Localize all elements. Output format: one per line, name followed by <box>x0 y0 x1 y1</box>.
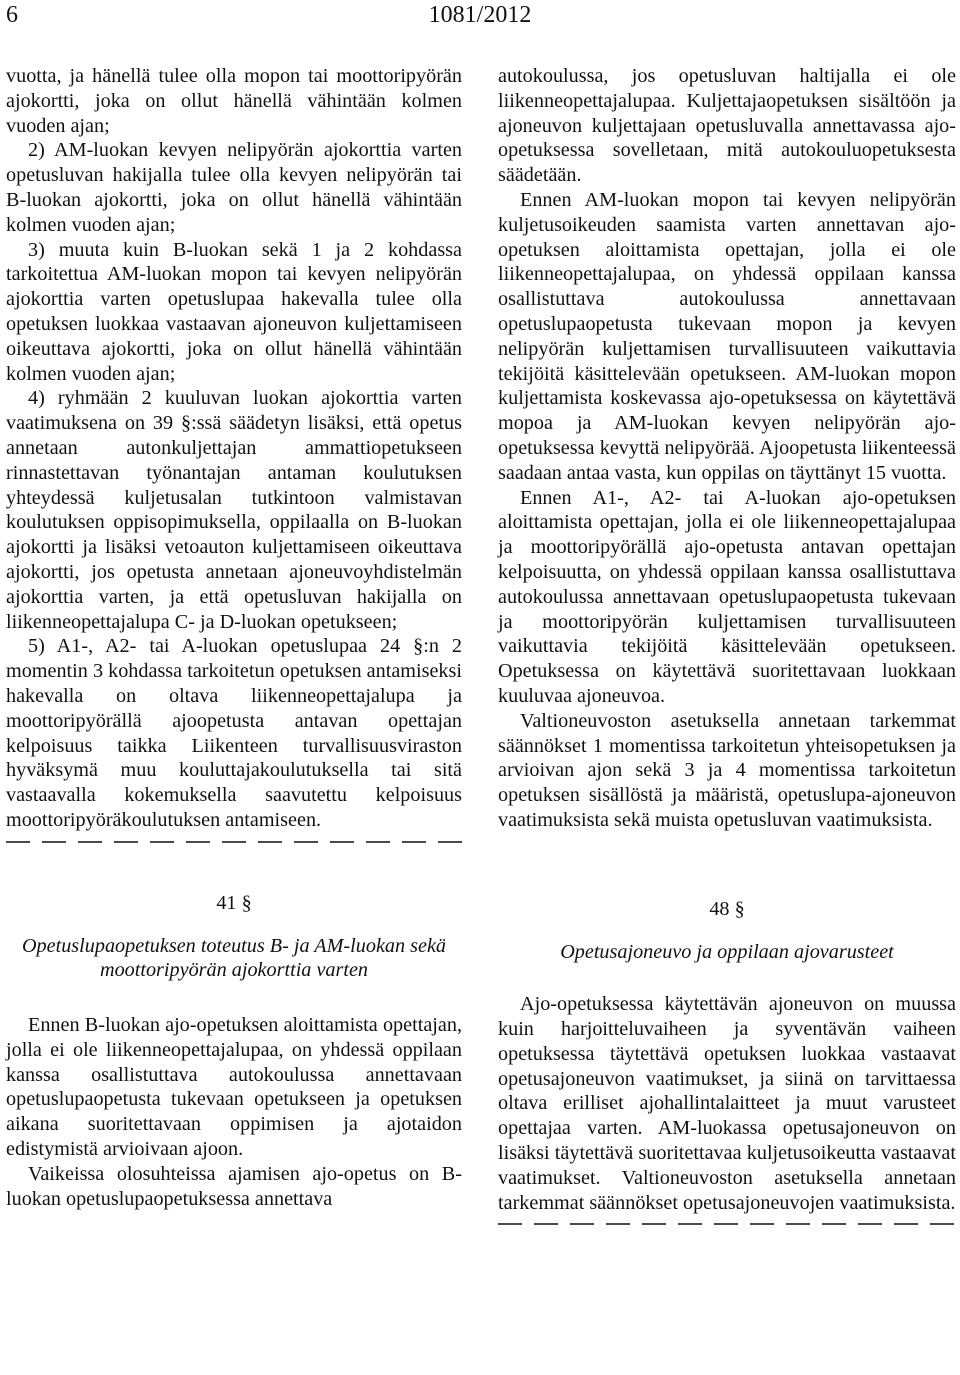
section-paragraph-2: Vaikeissa olosuhteissa ajamisen ajo-opetus on B-luokan opetuslupaopetuksessa annettava <box>6 1162 462 1210</box>
page-header <box>0 0 960 32</box>
right-column <box>498 64 956 1227</box>
right-paragraph-1: autokoulussa, jos opetusluvan haltijalla ei ole liikenneopettajalupaa. Kuljettajaopetuksen sisältöön ja ajoneuvon kuljettajaan opetusluvalla annettavassa ajo-opetuksessa sovelletaan, mitä autokouluopetuksesta säädetään. <box>498 65 956 187</box>
section-title: Opetuslupaopetuksen toteutus B- ja AM-luokan sekä moottoripyörän ajokorttia varten <box>21 934 447 982</box>
left-paragraph-1: vuotta, ja hänellä tulee olla mopon tai moottoripyörän ajokortti, joka on ollut hänellä vähintään kolmen vuoden ajan; <box>6 65 462 137</box>
left-paragraph-2: 2) AM-luokan kevyen nelipyörän ajokorttia varten opetusluvan hakijalla tulee olla kevyen nelipyörän tai B-luokan ajokortti, joka on ollut hänellä vähintään kolmen vuoden ajan; <box>6 139 462 236</box>
section-paragraph-1: Ajo-opetuksessa käytettävän ajoneuvon on muussa kuin harjoitteluvaiheen ja syventävän vaiheen opetuksessa täytettävä opetuksen luokkaa vastaavat opetusajoneuvon vaatimukset, ja siinä on tarvittaessa oltava erilliset ajohallintalaitteet ja muut varusteet opettajaa varten. AM-luokassa opetusajoneuvon on lisäksi täytettävä suoritettavaa kuljetusoikeutta vastaavat vaatimukset. Valtioneuvoston asetuksella annetaan tarkemmat säännökset opetusajoneuvojen vaatimuksista. <box>498 993 956 1214</box>
section-title: Opetusajoneuvo ja oppilaan ajovarusteet <box>560 940 894 963</box>
section-paragraph-1: Ennen B-luokan ajo-opetuksen aloittamista opettajan, jolla ei ole liikenneopettajalupaa, on yhdessä oppilaan kanssa osallistuttava autokoulussa annettavaan opetuslupaopetusta tukevaan opetukseen ja opetuksen aikana suoritettavaan oppimisen ja ajotaidon edistymistä arvioivaan ajoon. <box>6 1014 462 1161</box>
left-paragraph-3: 3) muuta kuin B-luokan sekä 1 ja 2 kohdassa tarkoitettua AM-luokan mopon tai kevyen nelipyörän ajokorttia varten opetuslupaa hakevalla tulee olla opetuksen luokkaa vastaavan ajoneuvon kuljettamiseen oikeuttava ajokortti, joka on ollut hänellä vähintään kolmen vuoden ajan; <box>6 238 462 385</box>
page-number: 6 <box>6 2 18 28</box>
right-paragraph-3: Ennen A1-, A2- tai A-luokan ajo-opetuksen aloittamista opettajan, jolla ei ole liikenneopettajalupaa ja moottoripyörällä ajo-opetusta antavan opettajan kelpoisuutta, on yhdessä oppilaan kanssa osallistuttava autokoulussa annettavaan opetuslupaopetusta tukevaan ja moottoripyörän kuljettamisen turvallisuuteen vaikuttavia tekijöitä käsittelevään opetukseen. Opetuksessa on käytettävä suoritettavaan luokkaan kuuluvaa ajoneuvoa. <box>498 486 956 707</box>
right-paragraph-2: Ennen AM-luokan mopon tai kevyen nelipyörän kuljetusoikeuden saamista varten annettavan ajo-opetuksen aloittamista opettajan, jolla ei ole liikenneopettajalupaa, on yhdessä oppilaan kanssa osallistuttava autokoulussa annettavaan opetuslupaopetusta tukevaan mopon ja kevyen nelipyörän kuljettamisen turvallisuuteen vaikuttavia tekijöitä käsittelevään opetukseen. AM-luokan mopon kuljettamista koskevassa ajo-opetuksessa on käytettävä mopoa ja AM-luokan kevyen nelipyörän ajo-opetuksessa kevyttä nelipyörää. Ajoopetusta liikenteessä saadaan antaa vasta, kun oppilas on täyttänyt 15 vuotta. <box>498 188 956 484</box>
document-code: 1081/2012 <box>428 2 532 28</box>
section-body <box>498 992 956 1215</box>
left-paragraph-4: 4) ryhmään 2 kuuluvan luokan ajokorttia varten vaatimuksena on 39 §:ssä säädetyn lisäksi, että opetus annetaan autonkuljettajan ammattiopetukseen rinnastettavan työnantajan antaman koulutuksen yhteydessä kuljetusalan tutkintoon valmistavan koulutuksen oppisopimuksella, oppilaalla on B-luokan ajokortti ja lisäksi vetoauton kuljettamiseen oikeuttava ajokortti, jos opetusta annetaan ajoneuvoyhdistelmän ajokorttia varten, ja että opetusluvan hakijalla on liikenneopettajalupa C- ja D-luokan opetukseen; <box>6 387 462 633</box>
section-separator <box>6 839 462 845</box>
section-separator <box>498 1221 956 1227</box>
left-paragraph-5: 5) A1-, A2- tai A-luokan opetuslupaa 24 §:n 2 momentin 3 kohdassa tarkoitetun opetuksen antamiseksi hakevalla on oltava liikenneopettajalupa ja moottoripyörällä ajoopetusta antavan opettajan kelpoisuus taikka Liikenteen turvallisuusviraston hyväksymä muu kouluttajakoulutuksella tai sitä vastaavalla kokemuksella saavutettu kelpoisuus moottoripyöräkoulutuksen antamiseen. <box>6 635 462 831</box>
left-column <box>6 64 462 1211</box>
section-number: 41 § <box>216 891 252 914</box>
section-number: 48 § <box>709 897 745 920</box>
right-paragraph-4: Valtioneuvoston asetuksella annetaan tarkemmat säännökset 1 momentissa tarkoitetun yhteisopetuksen ja arvioivan ajon sekä 3 ja 4 momentissa tarkoitetun opetuksen sisällöstä ja määristä, opetuslupa-ajoneuvon vaatimuksista sekä muista opetusluvan vaatimuksista. <box>498 709 956 831</box>
section-body <box>6 1013 462 1211</box>
